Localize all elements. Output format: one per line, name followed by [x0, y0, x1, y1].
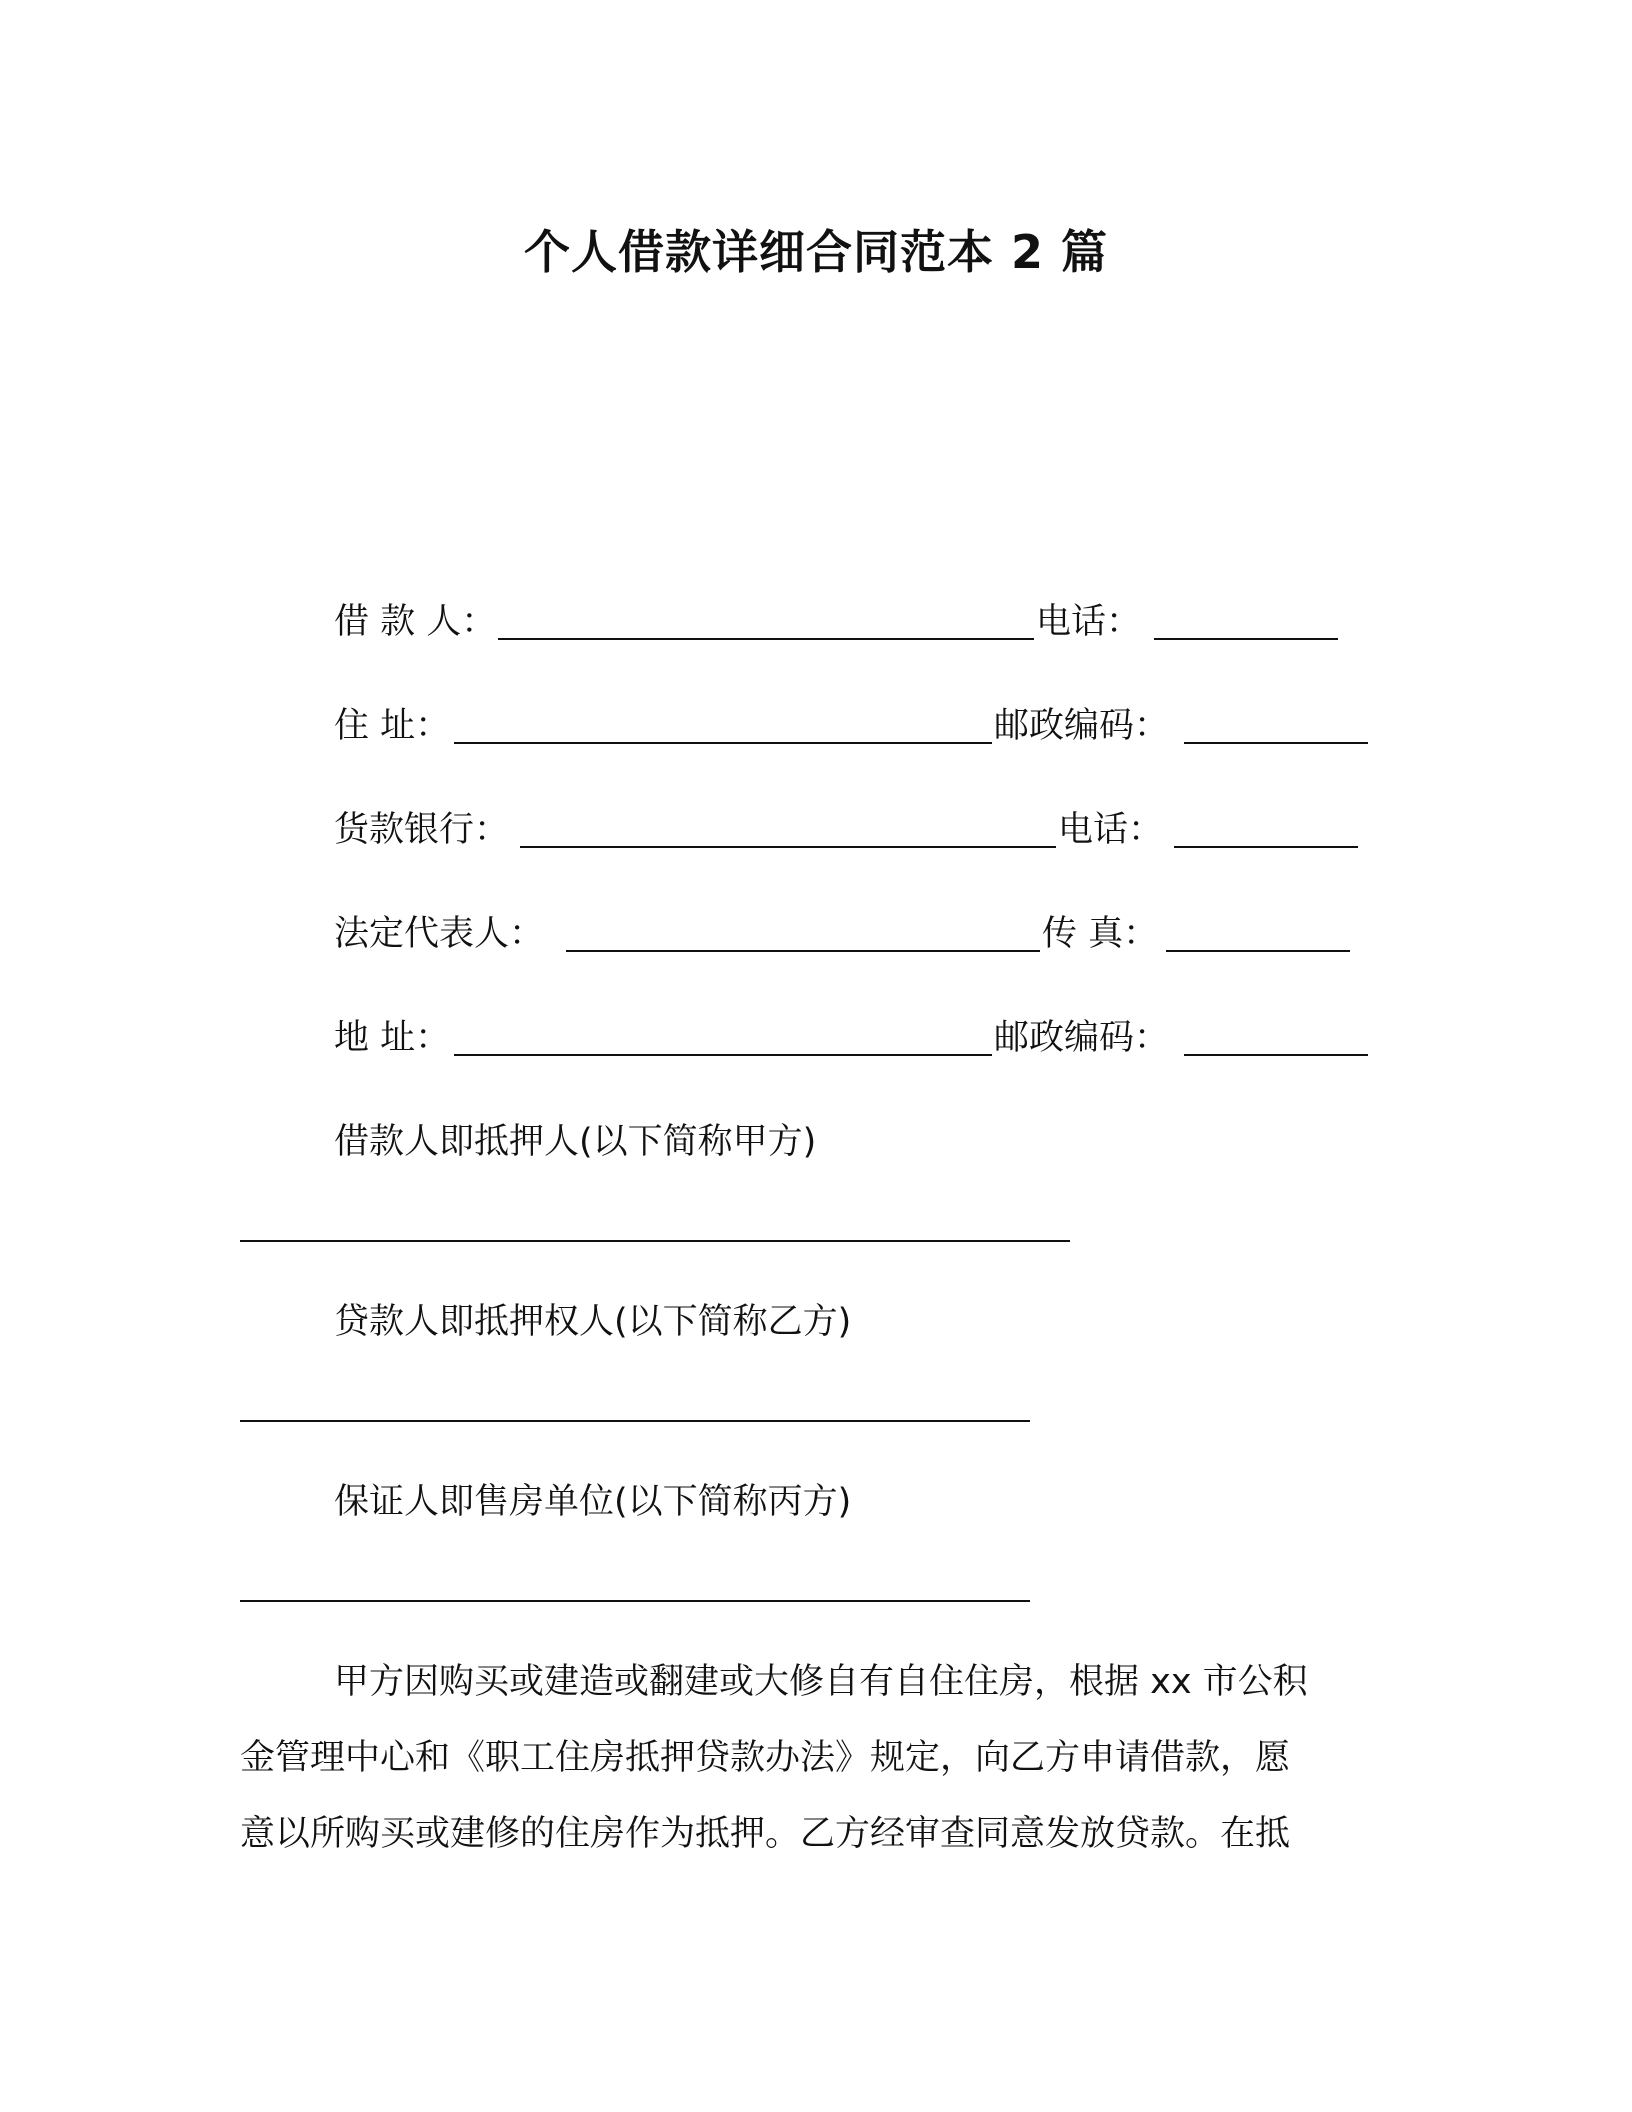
field-blank-location-postcode[interactable]	[1184, 1054, 1368, 1056]
field-blank-fax[interactable]	[1166, 950, 1350, 952]
field-blank-legal-rep[interactable]	[566, 950, 1040, 952]
field-label-borrower-phone: 电话：	[1036, 602, 1142, 642]
paragraph-line: 意以所购买或建修的住房作为抵押。乙方经审查同意发放贷款。在抵	[240, 1814, 1291, 1854]
paragraph-line: 金管理中心和《职工住房抵押贷款办法》规定，向乙方申请借款，愿	[240, 1738, 1291, 1778]
field-label-location: 地 址：	[334, 1018, 451, 1058]
field-blank-borrower[interactable]	[498, 638, 1034, 640]
party-lender: 贷款人即抵押权人(以下简称乙方)	[334, 1302, 852, 1342]
field-row-address	[334, 702, 1374, 750]
party-borrower-blank[interactable]	[240, 1240, 1070, 1242]
document-title: 个人借款详细合同范本 2 篇	[523, 225, 1109, 279]
field-row-borrower	[334, 598, 1374, 646]
field-label-borrower: 借 款 人：	[334, 602, 497, 642]
party-lender-blank[interactable]	[240, 1420, 1030, 1422]
field-label-bank: 货款银行：	[334, 810, 510, 850]
party-guarantor-blank[interactable]	[240, 1600, 1030, 1602]
field-label-address: 住 址：	[334, 706, 451, 746]
field-row-legal-rep	[334, 910, 1374, 958]
field-blank-location[interactable]	[454, 1054, 992, 1056]
field-blank-bank-phone[interactable]	[1174, 846, 1358, 848]
field-label-location-postcode: 邮政编码：	[994, 1018, 1170, 1058]
party-guarantor: 保证人即售房单位(以下简称丙方)	[334, 1482, 852, 1522]
field-blank-address[interactable]	[454, 742, 992, 744]
field-label-bank-phone: 电话：	[1058, 810, 1164, 850]
paragraph-line: 甲方因购买或建造或翻建或大修自有自住住房，根据 xx 市公积	[334, 1662, 1308, 1702]
field-blank-bank[interactable]	[520, 846, 1056, 848]
field-label-legal-rep: 法定代表人：	[334, 914, 545, 954]
field-label-fax: 传 真：	[1042, 914, 1159, 954]
field-blank-borrower-phone[interactable]	[1154, 638, 1338, 640]
field-label-address-postcode: 邮政编码：	[994, 706, 1170, 746]
body-paragraph	[240, 1644, 1360, 1872]
field-row-location	[334, 1014, 1374, 1062]
field-row-bank	[334, 806, 1374, 854]
field-blank-address-postcode[interactable]	[1184, 742, 1368, 744]
party-borrower: 借款人即抵押人(以下简称甲方)	[334, 1122, 817, 1162]
